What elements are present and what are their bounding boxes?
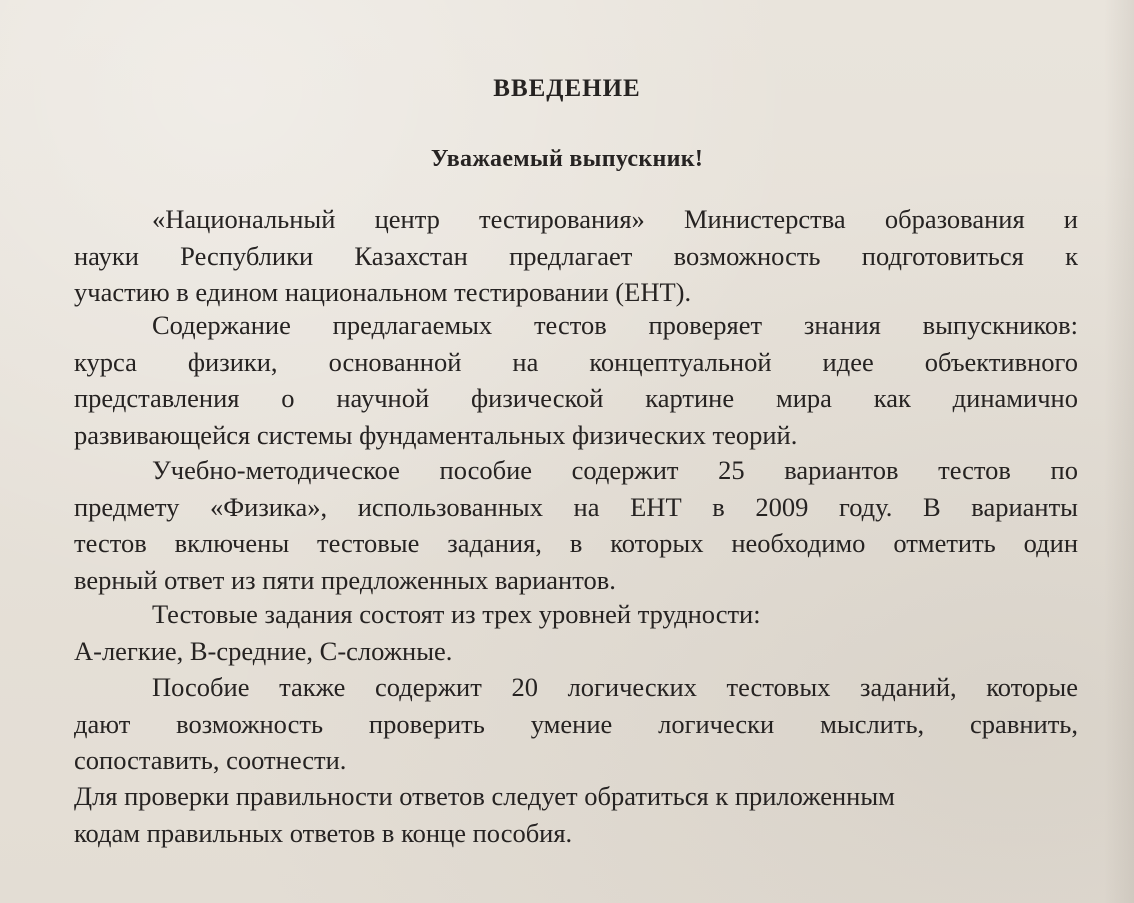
text-line: Пособие также содержит 20 логических тестовых заданий, которые (152, 672, 1078, 702)
text-line: науки Республики Казахстан предлагает возможность подготовиться к (74, 240, 1078, 271)
text-line: Для проверки правильности ответов следует обратиться к приложенным (74, 781, 895, 811)
text-line: развивающейся системы фундаментальных физических теорий. (74, 419, 798, 450)
text-line: сопоставить, соотнести. (74, 745, 347, 775)
text-line: тестов включены тестовые задания, в которых необходимо отметить один (74, 528, 1078, 558)
text-line: Тестовые задания состоят из трех уровней трудности: (152, 599, 761, 629)
paragraph-2 (74, 307, 1078, 453)
text-line: представления о научной физической картине мира как динамично (74, 383, 1078, 413)
paragraph-3 (74, 452, 1078, 598)
paragraph-1 (74, 201, 1078, 311)
page-edge-shadow (1104, 0, 1134, 903)
paragraph-5 (74, 669, 1078, 779)
text-line: А-легкие, В-средние, С-сложные. (74, 635, 453, 666)
text-line: Содержание предлагаемых тестов проверяет знания выпускников: (152, 310, 1078, 340)
text-line: верный ответ из пяти предложенных вариантов. (74, 564, 616, 595)
text-line: участию в едином национальном тестировании (ЕНТ). (74, 277, 692, 307)
salutation: Уважаемый выпускник! (430, 145, 704, 172)
text-line: предмету «Физика», использованных на ЕНТ в 2009 году. В варианты (74, 491, 1078, 522)
text-line: курса физики, основанной на концептуальной идее объективного (74, 346, 1078, 377)
paragraph-6 (74, 778, 1078, 851)
text-line: дают возможность проверить умение логически мыслить, сравнить, (74, 708, 1078, 739)
paragraph-4 (74, 596, 1078, 669)
page-title: ВВЕДЕНИЕ (493, 74, 641, 102)
text-line: «Национальный центр тестирования» Министерства образования и (152, 204, 1078, 234)
text-line: кодам правильных ответов в конце пособия. (74, 817, 573, 848)
text-line: Учебно-методическое пособие содержит 25 вариантов тестов по (152, 455, 1078, 485)
